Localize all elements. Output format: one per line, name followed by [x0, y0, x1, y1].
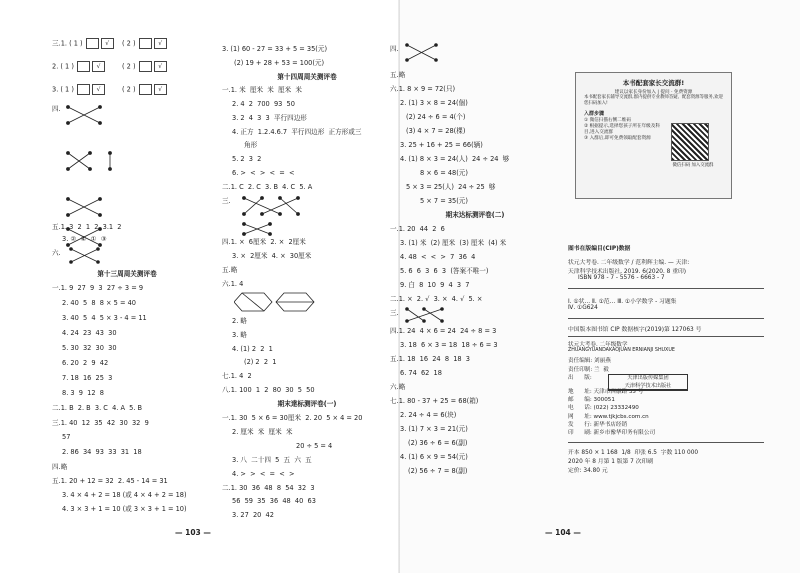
answer-line: 3. 2 4 3 3 平行四边形: [232, 114, 307, 122]
answer-line: 三.1. ( 1 ) √: [52, 38, 115, 49]
answer-line: 3. 4 × 4 + 2 = 18 (或 4 × 4 + 2 = 18): [62, 491, 187, 499]
answer-line: 6. 20 2 9 42: [62, 359, 109, 367]
answer-line: 四.略: [52, 463, 68, 471]
answer-line: 3. × 2厘米 4. × 30厘米: [232, 252, 312, 260]
answer-box: [86, 38, 99, 49]
cip-line: Ⅳ. ①G624: [568, 305, 598, 311]
answer-line: 8. 3 9 12 8: [62, 389, 104, 397]
section-heading: 第十三周周关测评卷: [97, 270, 157, 278]
answer-line: 4. (1) 2 2 1: [232, 345, 273, 353]
matching-diagram: [68, 246, 108, 266]
parent-group-notice: [575, 72, 732, 199]
answer-line: 六.略: [390, 383, 406, 391]
answer-line: 四.1. × 6厘米 2. × 2厘米: [222, 238, 306, 246]
answer-line: 5 × 7 = 35(元): [420, 197, 468, 205]
answer-line: 3. 27 20 42: [232, 511, 274, 519]
answer-box: √: [154, 61, 167, 72]
answer-line: 3. 略: [232, 331, 247, 339]
answer-line: 一.1. 20 44 2 6: [390, 225, 445, 233]
answer-line: 57: [62, 433, 71, 441]
pub-title: 状元大考卷. 二年级数学: [568, 342, 628, 348]
answer-line: 9. 白 8 10 9 4 3 7: [400, 281, 470, 289]
answer-box: √: [154, 38, 167, 49]
answer-line: 4. 48 < < > 7 36 4: [400, 253, 476, 261]
pub-printing: 印 刷: 新乡市豫华印务有限公司: [568, 429, 656, 436]
answer-line: 二.1. × 2. √ 3. × 4. √ 5. ×: [390, 295, 483, 303]
step-1: ① 微信扫描右侧二维码: [584, 117, 631, 123]
answer-box: [139, 61, 152, 72]
answer-box: √: [154, 84, 167, 95]
answer-line: 六.: [52, 249, 61, 257]
notice-intro: 本书配套家长辅导交流群,群内提供专业教师答疑、配套资源等服务,欢迎您扫码加入!: [584, 95, 723, 106]
answer-line: 2. 厘米 米 厘米 米: [232, 428, 293, 436]
answer-line: (2) 2 2 1: [244, 358, 277, 366]
answer-line: (3) 4 × 7 = 28(棵): [406, 127, 466, 135]
step-2: ② 根据提示,选择您孩子所在年级及科目,进入交流群: [584, 123, 660, 136]
answer-line: 3. 八 二十四 5 五 六 五: [232, 456, 312, 464]
answer-line: 3. (1) 米 (2) 厘米 (3) 厘米 (4) 米: [400, 239, 507, 247]
page-number-left: — 103 —: [175, 528, 211, 537]
matching-diagram: [404, 306, 454, 324]
answer-line: 20 ÷ 5 = 4: [296, 442, 333, 450]
section-heading: 期末达标测评卷(二): [445, 211, 505, 219]
answer-line: 56 59 35 36 48 40 63: [232, 497, 316, 505]
answer-line: 四.1. 24 4 × 6 = 24 24 ÷ 8 = 3: [390, 327, 497, 335]
answer-line: 六.1. 4: [222, 280, 244, 288]
steps-title: 入群步骤: [584, 111, 605, 117]
answer-line: 四.: [390, 45, 399, 53]
pub-title-pinyin: ZHUANGYUANDAKAOJUAN ERNIANJI SHUXUE: [568, 348, 675, 354]
answer-line: 六.1. 8 × 9 = 72(只): [390, 85, 456, 93]
answer-line: 一.1. 30 5 × 6 = 30厘米 2. 20 5 × 4 = 20: [222, 414, 363, 422]
answer-column-2: [222, 45, 392, 519]
notice-title: 本书配套家长交流群!: [622, 79, 685, 87]
pub-edition: 2020 年 8 月第 1 版第 7 次印刷: [568, 459, 654, 465]
publisher-stamp-2: [608, 382, 688, 391]
cip-line: 状元大考卷. 二年级数学 / 范利辉主编. — 天津:: [568, 260, 690, 266]
answer-line: ( 2 ) √: [122, 61, 168, 72]
answer-line: ( 2 ) √: [122, 84, 168, 95]
answer-line: 3. (1) 7 × 3 = 21(元): [400, 425, 468, 433]
answer-line: 七.1. 80 - 37 + 25 = 68(箱): [390, 397, 479, 405]
divider: [568, 318, 764, 319]
answer-line: (2) 36 ÷ 6 = 6(副): [408, 439, 468, 447]
answer-box: [77, 61, 90, 72]
answer-line: 3. (1) 60 - 27 = 33 + 5 = 35(元): [222, 45, 328, 53]
cip-line: Ⅰ. ①状… Ⅱ. ①范… Ⅲ. ①小学数学 - 习题集: [568, 299, 677, 305]
matching-diagram: [240, 194, 310, 236]
answer-box: √: [92, 84, 105, 95]
answer-line: 二.1. C 2. C 3. B 4. C 5. A: [222, 183, 313, 191]
divider: [568, 442, 764, 443]
answer-line: 7. 18 16 25 3: [62, 374, 113, 382]
cip-line: 天津科学技术出版社, 2019. 6(2020. 8 重印): [568, 269, 687, 275]
answer-line: 2. 24 ÷ 4 = 6(块): [400, 411, 457, 419]
answer-line: 3. 25 + 16 + 25 = 66(辆): [400, 141, 483, 149]
answer-line: 一.1. 米 厘米 米 厘米 米: [222, 86, 303, 94]
hexagon-figure: [234, 291, 324, 313]
answer-line: 五.1. 20 + 12 = 32 2. 45 - 14 = 31: [52, 477, 168, 485]
answer-column-1: [52, 38, 202, 513]
answer-line: 8 × 6 = 48(元): [420, 169, 468, 177]
answer-line: 2. 86 34 93 33 31 18: [62, 448, 142, 456]
answer-line: 三.: [390, 309, 399, 317]
answer-line: 4. 正方 1.2.4.6.7 平行四边形 正方形或三: [232, 128, 362, 136]
answer-line: 三.1. 40 12 35 42 30 32 9: [52, 419, 149, 427]
answer-line: 4. (1) 8 × 3 = 24(人) 24 ÷ 24 够: [400, 155, 510, 163]
answer-line: 2. 略: [232, 317, 247, 325]
pub-address: 地 址: 天津市西康路 35 号: [568, 388, 644, 395]
divider: [568, 288, 764, 289]
answer-line: 五.略: [390, 71, 406, 79]
answer-box: √: [92, 61, 105, 72]
pub-distribute: 发 行: 新华书店经销: [568, 421, 628, 428]
answer-line: 4. 24 23 43 30: [62, 329, 117, 337]
step-3: ③ 入群后,即可免费领取配套资源: [584, 136, 651, 142]
pub-phone: 电 话: (022) 23332490: [568, 405, 639, 412]
answer-line: 4. > > < = < >: [232, 470, 295, 478]
answer-box: [77, 84, 90, 95]
answer-line: 五.1. 3 2 1 2 3.1 2: [52, 223, 122, 231]
answer-line: (2) 24 ÷ 6 = 4(个): [406, 113, 466, 121]
answer-column-3: [390, 46, 560, 516]
qr-code-icon[interactable]: [671, 123, 709, 161]
stamp-line-1: 天津出版传媒集团: [627, 375, 669, 381]
divider: [568, 336, 764, 337]
answer-line: 三.: [222, 197, 231, 205]
pub-editor: 责任编辑: 刘丽燕: [568, 358, 611, 365]
answer-box: √: [101, 38, 114, 49]
answer-line: 一.1. 9 27 9 3 27 ÷ 3 = 9: [52, 284, 144, 292]
answer-line: 5. 6 6 3 6 3 (答案不唯一): [400, 267, 489, 275]
answer-line: 4. (1) 6 × 9 = 54(元): [400, 453, 468, 461]
answer-box: [139, 84, 152, 95]
pub-postcode: 邮 编: 300051: [568, 397, 615, 404]
stamp-line-2: 天津科学技术出版社: [624, 383, 672, 389]
pub-publish: 出 版:: [568, 374, 592, 381]
cip-heading: 图书在版编目(CIP)数据: [568, 246, 631, 252]
answer-line: 五.略: [222, 266, 238, 274]
answer-line: 2. 40 5 8 8 × 5 = 40: [62, 299, 136, 307]
notice-subtitle: 建议以家长身份加入 | 提问 · 免费资源: [614, 90, 693, 95]
answer-line: ( 2 ) √: [122, 38, 168, 49]
answer-line: 四.: [52, 105, 61, 113]
answer-line: 3. 40 5 4 5 × 3 - 4 = 11: [62, 314, 147, 322]
section-heading: 第十四周周关测评卷: [277, 73, 337, 81]
section-heading: 期末達标测评卷(一): [277, 400, 337, 408]
answer-line: 6. 74 62 18: [400, 369, 442, 377]
answer-line: 二.1. 30 36 48 8 54 32 3: [222, 484, 315, 492]
answer-line: 角形: [244, 141, 258, 149]
answer-line: 五.1. 18 16 24 8 18 3: [390, 355, 470, 363]
cip-line: 中国版本图书馆 CIP 数据核字(2019)第 127063 号: [568, 327, 702, 333]
answer-line: 2. 4 2 700 93 50: [232, 100, 295, 108]
notice-steps: [584, 111, 664, 143]
page-number-right: — 104 —: [545, 528, 581, 537]
answer-line: 5. 30 32 30 30: [62, 344, 117, 352]
answer-line: 2. ( 1 ) √: [52, 61, 106, 72]
pub-price: 定价: 34.80 元: [568, 468, 608, 474]
answer-line: (2) 19 + 28 + 53 = 100(元): [234, 59, 325, 67]
pub-web: 网 址: www.tjkjcbs.com.cn: [568, 413, 649, 420]
answer-line: 6. > < > < = <: [232, 169, 295, 177]
answer-line: 七.1. 4 2: [222, 372, 252, 380]
cip-line: ISBN 978 - 7 - 5576 - 6663 - 7: [578, 275, 665, 281]
answer-line: 5 × 3 = 25(人) 24 ÷ 25 够: [406, 183, 496, 191]
pub-printer: 责任印制: 兰 毅: [568, 366, 609, 373]
matching-diagram: [404, 42, 444, 64]
answer-line: 二.1. B 2. B 3. C 4. A 5. B: [52, 404, 143, 412]
pub-spec: 开本 850 × 1 168 1/8 印张 6.5 字数 110 000: [568, 450, 699, 456]
answer-line: (2) 56 ÷ 7 = 8(副): [408, 467, 468, 475]
answer-line: 3. ( 1 ) √: [52, 84, 106, 95]
answer-box: [139, 38, 152, 49]
answer-line: 4. 3 × 3 + 1 = 10 (或 3 × 3 + 1 = 10): [62, 505, 187, 513]
answer-line: 5. 2 3 2: [232, 155, 262, 163]
answer-line: 3. 18 6 × 3 = 18 18 ÷ 6 = 3: [400, 341, 498, 349]
answer-line: 2. (1) 3 × 8 = 24(個): [400, 99, 468, 107]
answer-line: 八.1. 100 1 2 80 30 5 50: [222, 386, 315, 394]
qr-caption: 微信扫码 加入交流群: [672, 163, 714, 168]
answer-line: 3. ② ④ ① ③: [62, 235, 107, 243]
